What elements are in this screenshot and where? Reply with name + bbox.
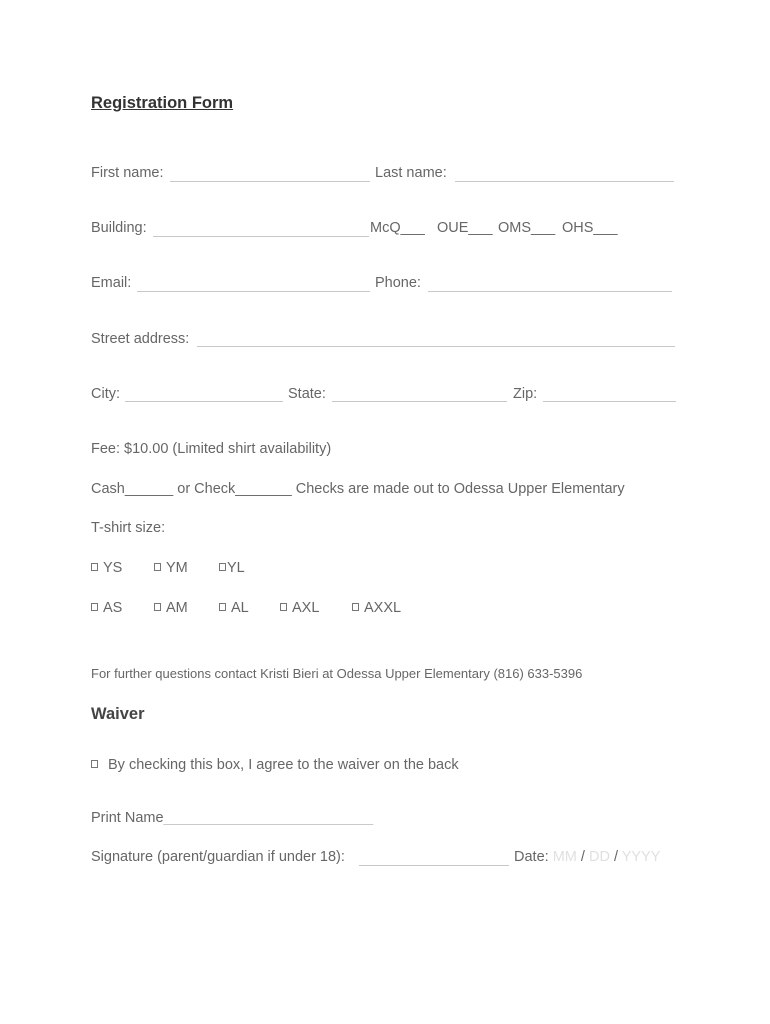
date-year-field[interactable]: YYYY — [621, 849, 661, 865]
checkbox-icon[interactable] — [154, 563, 161, 571]
contact-text: For further questions contact Kristi Bieri at Odessa Upper Elementary (816) 633-5396 — [91, 666, 583, 681]
phone-label: Phone: — [375, 275, 421, 291]
street-address-label: Street address: — [91, 331, 190, 347]
building-field[interactable] — [153, 236, 369, 237]
email-label: Email: — [91, 275, 132, 291]
fee-text: Fee: $10.00 (Limited shirt availability) — [91, 441, 332, 457]
date-label: Date: — [514, 849, 549, 865]
date-separator: / — [580, 849, 585, 865]
date-month-field[interactable]: MM — [552, 849, 577, 865]
size-option-ym[interactable]: YM — [154, 559, 188, 577]
building-option-mcq[interactable]: McQ___ — [370, 220, 425, 236]
date-row — [514, 848, 660, 866]
size-option-al[interactable]: AL — [219, 599, 249, 617]
checkbox-icon[interactable] — [91, 760, 98, 768]
building-option-oms[interactable]: OMS___ — [498, 220, 556, 236]
checkbox-icon[interactable] — [154, 603, 161, 611]
print-name-row — [91, 809, 373, 827]
street-address-field[interactable] — [197, 346, 675, 347]
payment-text: Cash______ or Check_______ Checks are made out to Odessa Upper Elementary — [91, 481, 625, 497]
checkbox-icon[interactable] — [219, 603, 226, 611]
last-name-field[interactable] — [455, 181, 674, 182]
size-option-yl[interactable]: YL — [219, 559, 245, 577]
tshirt-size-label: T-shirt size: — [91, 520, 166, 536]
size-option-axl[interactable]: AXL — [280, 599, 319, 617]
last-name-label: Last name: — [375, 165, 447, 181]
first-name-label: First name: — [91, 165, 164, 181]
date-separator: / — [613, 849, 618, 865]
print-name-field[interactable]: __________________________ — [163, 810, 374, 826]
building-label: Building: — [91, 220, 147, 236]
zip-label: Zip: — [513, 386, 538, 402]
checkbox-icon[interactable] — [280, 603, 287, 611]
checkbox-icon[interactable] — [91, 563, 98, 571]
checkbox-icon[interactable] — [352, 603, 359, 611]
state-field[interactable] — [332, 401, 507, 402]
city-label: City: — [91, 386, 120, 402]
phone-field[interactable] — [428, 291, 672, 292]
waiver-heading: Waiver — [91, 705, 145, 723]
signature-field[interactable] — [359, 865, 509, 866]
email-field[interactable] — [137, 291, 370, 292]
zip-field[interactable] — [543, 401, 676, 402]
checkbox-icon[interactable] — [91, 603, 98, 611]
date-day-field[interactable]: DD — [588, 849, 610, 865]
size-option-am[interactable]: AM — [154, 599, 188, 617]
signature-label: Signature (parent/guardian if under 18): — [91, 849, 345, 865]
form-title: Registration Form — [91, 94, 234, 112]
size-option-as[interactable]: AS — [91, 599, 122, 617]
first-name-field[interactable] — [170, 181, 370, 182]
building-option-ohs[interactable]: OHS___ — [562, 220, 618, 236]
print-name-label: Print Name — [91, 810, 164, 826]
building-option-oue[interactable]: OUE___ — [437, 220, 493, 236]
state-label: State: — [288, 386, 326, 402]
city-field[interactable] — [125, 401, 283, 402]
checkbox-icon[interactable] — [219, 563, 226, 571]
waiver-agree-option[interactable]: By checking this box, I agree to the waiver on the back — [91, 756, 459, 774]
size-option-ys[interactable]: YS — [91, 559, 122, 577]
size-option-axxl[interactable]: AXXL — [352, 599, 401, 617]
